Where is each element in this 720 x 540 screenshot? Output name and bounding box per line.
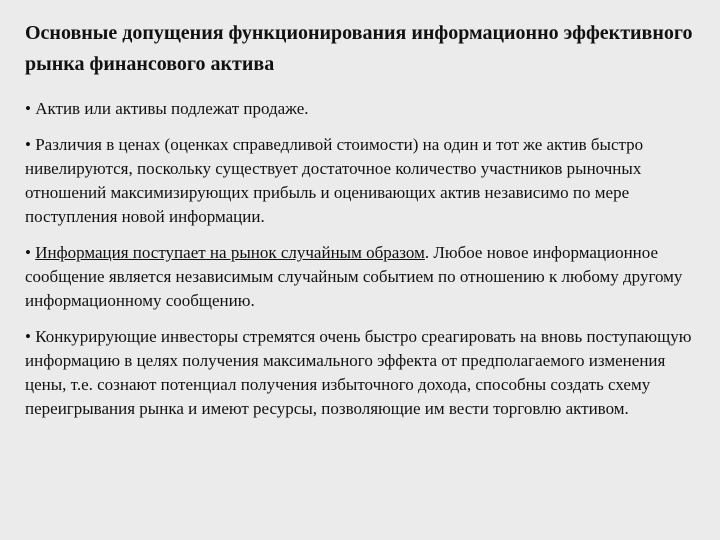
item-rest-text: . Любое новое информационное сообщение является независимым случайным событием по отношению к любому другому информационному сообщению. [25, 243, 683, 310]
list-item-random-information [25, 241, 705, 313]
slide-title: Основные допущения функционирования информационно эффективного рынка финансового актива [25, 22, 693, 75]
list-item-price-differences: • Различия в ценах (оценках справедливой стоимости) на один и тот же актив быстро нивелируются, поскольку существует достаточное количество участников рыночных отношений максимизирующих прибыль и оценивающих актив независимо по мере поступления новой информации. [25, 135, 644, 226]
bullet: • [25, 243, 36, 262]
list-item-asset-for-sale: • Актив или активы подлежат продаже. [25, 99, 309, 118]
assumptions-list [25, 97, 705, 433]
list-item-competing-investors: • Конкурирующие инвесторы стремятся очень быстро среагировать на вновь поступающую информацию в целях получения максимального эффекта от предполагаемого изменения цены, т.е. сознают потенциал получения избыточного дохода, способны создать схему переигрывания рынка и имеют ресурсы, позволяющие им вести торговлю активом. [25, 327, 692, 418]
underlined-phrase: Информация поступает на рынок случайным образом [35, 243, 425, 262]
